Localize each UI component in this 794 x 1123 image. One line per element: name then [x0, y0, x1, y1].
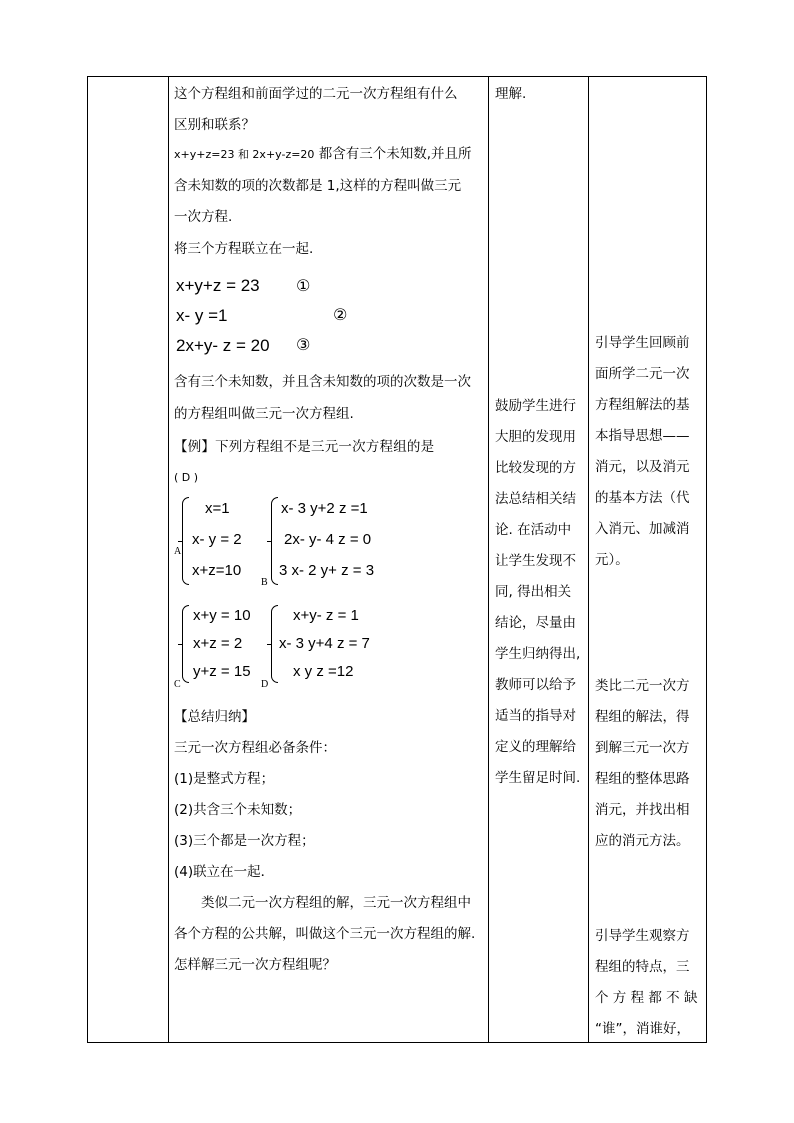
col3-line-2: 大胆的发现用: [495, 429, 576, 445]
col4-b1-line-4: 本指导思想——: [595, 428, 690, 444]
col4-b3-line-1: 引导学生观察方: [595, 928, 690, 944]
intro-line-3: 一次方程.: [174, 209, 233, 225]
col3-line-1: 鼓励学生进行: [495, 398, 576, 414]
solution-para-line-2: 各个方程的公共解，叫做这个三元一次方程组的解.: [174, 926, 476, 942]
intro-line-4: 将三个方程联立在一起.: [174, 241, 314, 257]
brace-d: [271, 605, 278, 683]
col4-b2-line-6: 应的消元方法。: [595, 833, 690, 849]
col4-b2-line-5: 消元，并找出相: [595, 802, 690, 818]
col3-line-6: 让学生发现不: [495, 553, 576, 569]
col4-b1-line-6: 的基本方法（代: [595, 490, 690, 506]
col3-line-13: 学生留足时间.: [495, 770, 581, 786]
option-b-label: B: [261, 577, 268, 588]
intro-line-1: [174, 146, 472, 163]
col3-top-text: 理解.: [495, 86, 527, 102]
column-divider-3: [588, 76, 589, 1043]
col3-line-4: 法总结相关结: [495, 491, 576, 507]
col3-line-11: 适当的指导对: [495, 708, 576, 724]
example-title: 【例】下列方程组不是三元一次方程组的是: [174, 439, 435, 455]
option-d-eq-2: x- 3 y+4 z = 7: [279, 635, 370, 652]
question-line-2: 区别和联系？: [174, 117, 255, 133]
option-c-label: C: [174, 679, 181, 690]
intro-line-1-text: 都含有三个未知数,并且所: [318, 146, 472, 162]
intro-line-2: 含未知数的项的次数都是 1,这样的方程叫做三元: [174, 178, 462, 194]
col4-b3-line-4: “谁”，消谁好，: [595, 1021, 690, 1037]
option-a-eq-2: x- y = 2: [192, 531, 242, 548]
col3-line-8: 结论，尽量由: [495, 615, 576, 631]
column-divider-1: [168, 76, 169, 1043]
option-a-eq-1: x=1: [205, 500, 230, 517]
brace-c: [182, 605, 189, 683]
eq-mark-1: ①: [296, 276, 311, 295]
col4-b3-line-3: 个 方 程 都 不 缺: [595, 990, 698, 1006]
col3-line-7: 同, 得出相关: [495, 584, 572, 600]
col3-line-10: 教师可以给予: [495, 677, 576, 693]
col4-b2-line-3: 到解三元一次方: [595, 740, 690, 756]
col4-b1-line-5: 消元，以及消元: [595, 459, 690, 475]
option-d-eq-3: x y z =12: [293, 663, 354, 680]
question-line-1: 这个方程组和前面学过的二元一次方程组有什么: [174, 86, 458, 102]
col4-b1-line-8: 元）。: [595, 552, 629, 568]
system-eq-1: x+y+z = 23: [176, 276, 260, 295]
col4-b2-line-2: 程组的解法，得: [595, 709, 690, 725]
col3-line-12: 定义的理解给: [495, 739, 576, 755]
condition-2: (2)共含三个未知数；: [174, 802, 302, 818]
definition-line-1: 含有三个未知数，并且含未知数的项的次数是一次: [174, 374, 471, 390]
eq-mark-3: ③: [296, 335, 311, 354]
solution-para-line-3: 怎样解三元一次方程组呢？: [174, 957, 336, 973]
example-answer: ( D ): [174, 471, 199, 484]
column-divider-2: [488, 76, 489, 1043]
summary-intro: 三元一次方程组必备条件：: [174, 740, 336, 756]
solution-para-line-1: 类似二元一次方程组的解，三元一次方程组中: [201, 895, 471, 911]
option-a-label: A: [174, 546, 182, 557]
col4-b1-line-2: 面所学二元一次: [595, 366, 690, 382]
col4-b1-line-3: 方程组解法的基: [595, 397, 690, 413]
col4-b3-line-2: 程组的特点，三: [595, 959, 690, 975]
option-c-eq-2: x+z = 2: [193, 635, 243, 652]
option-b-eq-2: 2x- y- 4 z = 0: [284, 531, 372, 548]
eq-mark-2: ②: [333, 305, 348, 324]
option-a-eq-3: x+z=10: [192, 562, 242, 579]
option-d-eq-1: x+y- z = 1: [293, 607, 359, 624]
col3-line-5: 论. 在活动中: [495, 522, 572, 538]
equations-inline: x+y+z=23 和 2x+y-z=20: [174, 148, 315, 161]
summary-title: 【总结归纳】: [174, 709, 255, 725]
brace-b: [271, 497, 278, 585]
condition-3: (3)三个都是一次方程；: [174, 833, 315, 849]
condition-4: (4)联立在一起．: [174, 864, 275, 880]
brace-a: [182, 497, 189, 585]
col3-line-3: 比较发现的方: [495, 460, 576, 476]
definition-line-2: 的方程组叫做三元一次方程组.: [174, 406, 354, 422]
col4-b2-line-1: 类比二元一次方: [595, 678, 690, 694]
option-c-eq-3: y+z = 15: [193, 663, 251, 680]
col4-b1-line-1: 引导学生回顾前: [595, 335, 690, 351]
option-b-eq-3: 3 x- 2 y+ z = 3: [279, 562, 375, 579]
system-eq-3: 2x+y- z = 20: [176, 336, 270, 355]
col4-b1-line-7: 入消元、加减消: [595, 521, 690, 537]
option-c-eq-1: x+y = 10: [193, 607, 251, 624]
col3-line-9: 学生归纳得出,: [495, 646, 581, 662]
col4-b2-line-4: 程组的整体思路: [595, 771, 690, 787]
option-d-label: D: [261, 679, 269, 690]
condition-1: (1)是整式方程；: [174, 771, 275, 787]
system-eq-2: x- y =1: [176, 306, 228, 325]
option-b-eq-1: x- 3 y+2 z =1: [281, 500, 368, 517]
